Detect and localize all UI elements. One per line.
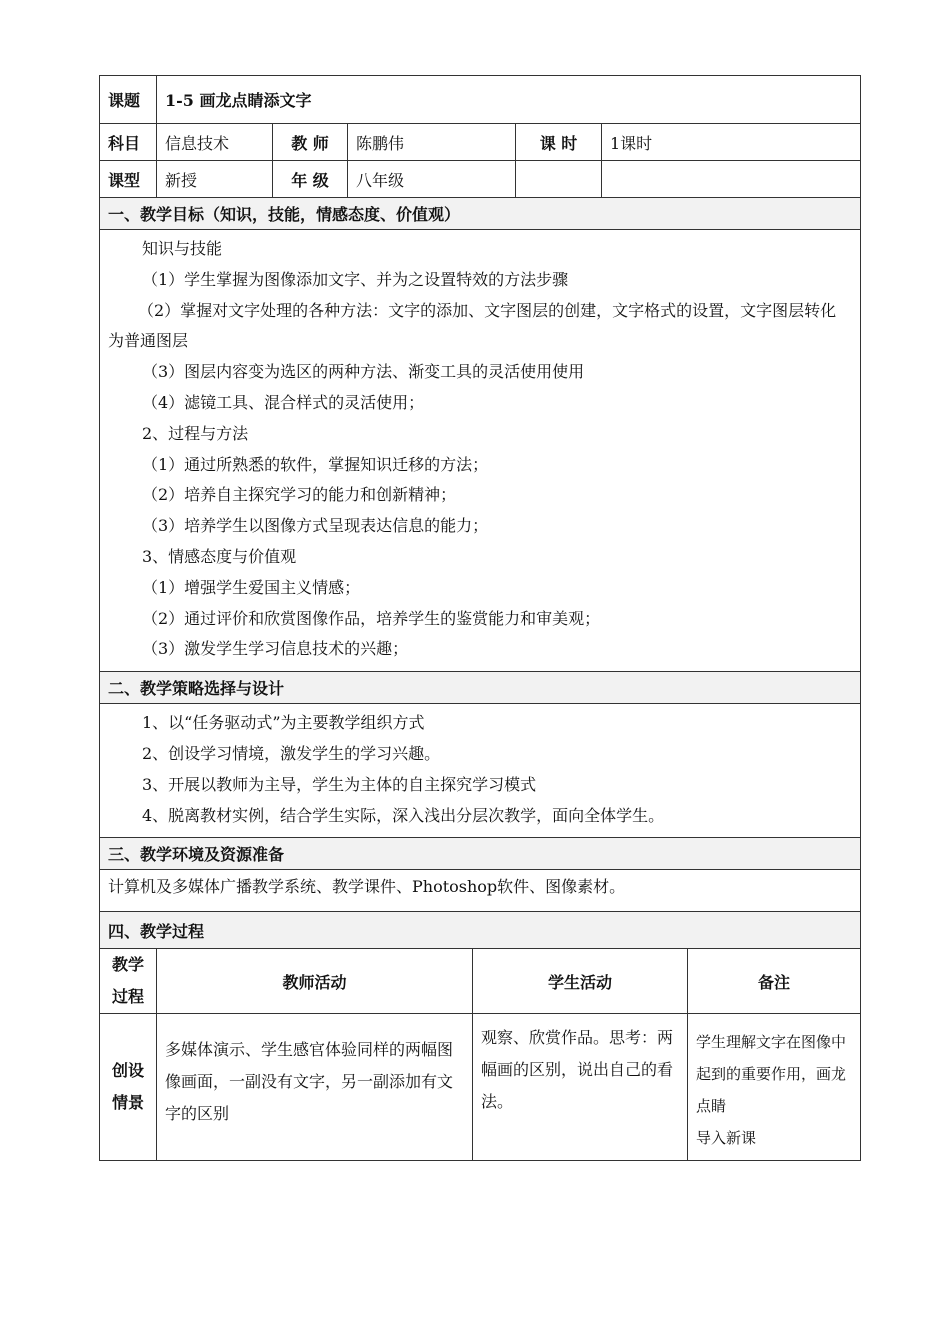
process-row: [100, 1014, 861, 1161]
process-table: [99, 948, 861, 1161]
process-header-row: [100, 949, 861, 1014]
section-3-body: [100, 870, 861, 912]
objective-line: 3、情感态度与价值观: [142, 546, 297, 566]
teacher-value: 陈鹏伟: [348, 124, 516, 161]
note-line: 学生理解文字在图像中起到的重要作用，画龙点睛: [696, 1033, 847, 1116]
type-value: 新授: [157, 161, 273, 198]
resources-text: 计算机及多媒体广播教学系统、教学课件、Photoshop软件、图像素材。: [100, 870, 861, 912]
section-3-header: [100, 838, 861, 870]
type-row: [100, 161, 861, 198]
col-note: 备注: [688, 949, 861, 1014]
strategy-line: 3、开展以教师为主导，学生为主体的自主探究学习模式: [142, 774, 537, 794]
hours-value: 1课时: [602, 124, 861, 161]
section-2-body: [100, 704, 861, 838]
note-cell: [688, 1014, 861, 1161]
subject-value: 信息技术: [157, 124, 273, 161]
objective-line: （4）滤镜工具、混合样式的灵活使用；: [142, 392, 425, 412]
objective-line: （1）通过所熟悉的软件，掌握知识迁移的方法；: [142, 454, 489, 474]
hours-label: 课 时: [516, 124, 602, 161]
objective-line: （3）培养学生以图像方式呈现表达信息的能力；: [142, 516, 489, 536]
section-4-title: 四、教学过程: [100, 912, 861, 949]
topic-label: 课题: [100, 76, 157, 124]
type-label: 课型: [100, 161, 157, 198]
col-student: 学生活动: [473, 949, 688, 1014]
lesson-plan: [99, 75, 860, 1161]
objectives-content: [100, 230, 861, 672]
col-teacher: 教师活动: [157, 949, 473, 1014]
objective-line: （3）图层内容变为选区的两种方法、渐变工具的灵活使用使用: [142, 362, 585, 382]
stage-label: 创设情景: [111, 1061, 144, 1113]
strategy-line: 1、以“任务驱动式”为主要教学组织方式: [142, 713, 425, 733]
section-2-header: [100, 672, 861, 704]
empty-cell: [516, 161, 602, 198]
objective-line: （2）培养自主探究学习的能力和创新精神；: [142, 485, 457, 505]
section-4-header: [100, 912, 861, 949]
section-2-title: 二、教学策略选择与设计: [100, 672, 861, 704]
col-process: [100, 949, 157, 1014]
topic-row: [100, 76, 861, 124]
objective-line: （2）掌握对文字处理的各种方法：文字的添加、文字图层的创建，文字格式的设置，文字图层转化为普通图层: [108, 300, 837, 351]
objective-line: 知识与技能: [142, 239, 223, 258]
grade-value: 八年级: [348, 161, 516, 198]
subject-row: [100, 124, 861, 161]
objective-line: （3）激发学生学习信息技术的兴趣；: [142, 639, 409, 659]
topic-value: 1-5 画龙点睛添文字: [157, 76, 861, 124]
note-line: 导入新课: [696, 1129, 757, 1148]
subject-label: 科目: [100, 124, 157, 161]
grade-label: 年 级: [273, 161, 348, 198]
objective-line: （2）通过评价和欣赏图像作品，培养学生的鉴赏能力和审美观；: [142, 608, 601, 628]
lesson-plan-table: [99, 75, 861, 949]
strategy-line: 4、脱离教材实例，结合学生实际，深入浅出分层次教学，面向全体学生。: [142, 805, 665, 825]
col-process-label: 教学过程: [111, 955, 144, 1007]
empty-cell: [602, 161, 861, 198]
section-1-body: [100, 230, 861, 672]
strategy-content: [100, 704, 861, 838]
objective-line: 2、过程与方法: [142, 423, 249, 443]
stage-cell: [100, 1014, 157, 1161]
section-1-title: 一、教学目标（知识，技能，情感态度、价值观）: [100, 198, 861, 230]
section-3-title: 三、教学环境及资源准备: [100, 838, 861, 870]
section-1-header: [100, 198, 861, 230]
strategy-line: 2、创设学习情境，激发学生的学习兴趣。: [142, 743, 441, 763]
teacher-label: 教 师: [273, 124, 348, 161]
objective-line: （1）增强学生爱国主义情感；: [142, 577, 361, 597]
objective-line: （1）学生掌握为图像添加文字、并为之设置特效的方法步骤: [142, 269, 569, 289]
student-activity: 观察、欣赏作品。思考：两幅画的区别，说出自己的看法。: [473, 1014, 688, 1161]
teacher-activity: 多媒体演示、学生感官体验同样的两幅图像画面，一副没有文字，另一副添加有文字的区别: [157, 1014, 473, 1161]
